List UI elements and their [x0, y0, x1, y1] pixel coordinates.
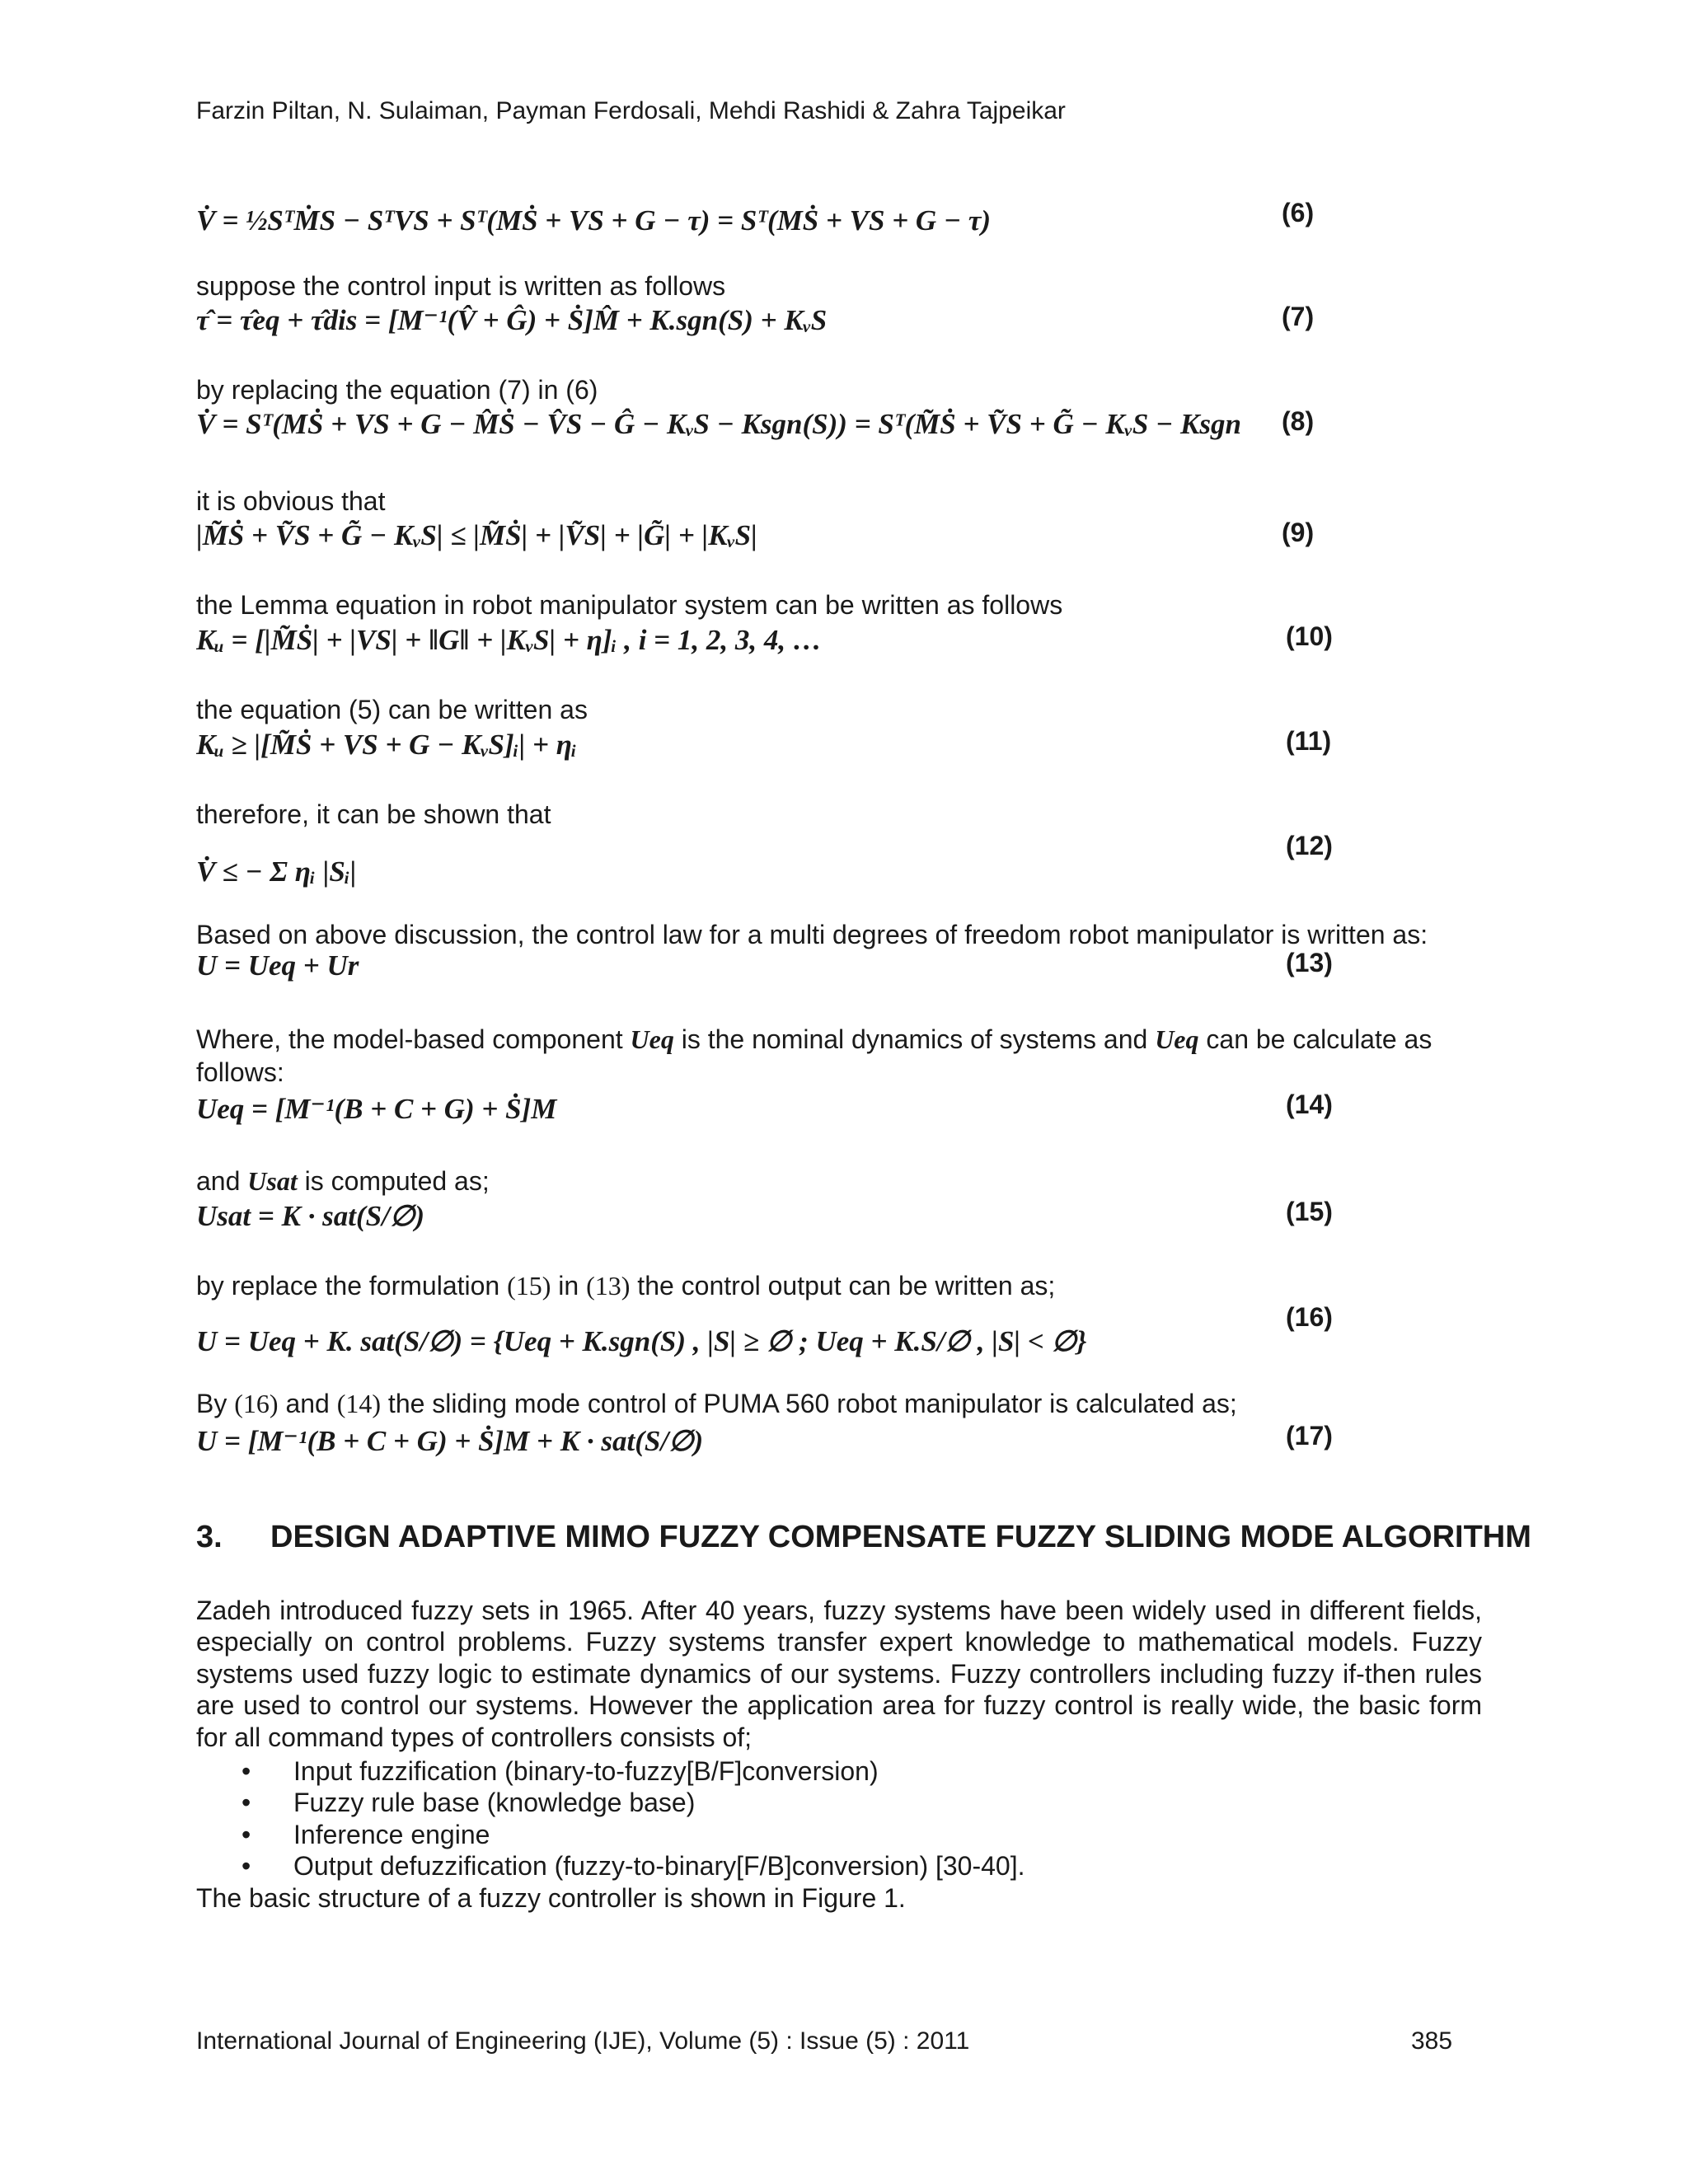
running-header: Farzin Piltan, N. Sulaiman, Payman Ferdosali, Mehdi Rashidi & Zahra Tajpeikar — [196, 97, 1066, 124]
equation-8: V̇ = Sᵀ(MṠ + VS + G − M̂Ṡ − V̂S − Ĝ − KᵥS − Ksgn(S)) = Sᵀ(M̃Ṡ + ṼS + G̃ − KᵥS − Ksgn — [196, 408, 1241, 440]
equation-number-14: (14) — [1286, 1090, 1333, 1119]
equation-15: Usat = K · sat(S/∅) — [196, 1200, 424, 1232]
bullet-list — [196, 1755, 1025, 1882]
list-item: • Output defuzzification (fuzzy-to-binary[F/B]conversion) [30-40]. — [241, 1851, 1025, 1882]
text-by-replacing: by replacing the equation (7) in (6) — [196, 375, 598, 405]
equation-number-17: (17) — [1286, 1421, 1333, 1451]
bullet-icon: • — [241, 1851, 251, 1882]
footer-journal: International Journal of Engineering (IJE), Volume (5) : Issue (5) : 2011 — [196, 2027, 970, 2055]
equation-10: Kᵤ = [|M̃Ṡ| + |VS| + ‖G‖ + |KᵥS| + η]ᵢ , i = 1, 2, 3, 4, … — [196, 624, 822, 656]
equation-17: U = [M⁻¹(B + C + G) + Ṡ]M + K · sat(S/∅) — [196, 1425, 704, 1457]
equation-number-10: (10) — [1286, 621, 1333, 651]
bullet-icon: • — [241, 1788, 251, 1818]
text-and-usat: and Usat is computed as; — [196, 1166, 490, 1196]
text-lemma: the Lemma equation in robot manipulator system can be written as follows — [196, 590, 1063, 620]
list-item: • Inference engine — [241, 1819, 490, 1849]
equation-number-8: (8) — [1282, 406, 1315, 436]
equation-14: Ueq = [M⁻¹(B + C + G) + Ṡ]M — [196, 1093, 557, 1125]
text-based-on: Based on above discussion, the control law for a multi degrees of freedom robot manipulator is written as: — [196, 920, 1428, 949]
list-item: • Fuzzy rule base (knowledge base) — [241, 1788, 696, 1818]
bullet-icon: • — [241, 1756, 251, 1786]
section-number: 3. — [196, 1520, 223, 1554]
section-title: DESIGN ADAPTIVE MIMO FUZZY COMPENSATE FUZZY SLIDING MODE ALGORITHM — [270, 1520, 1531, 1554]
text-obvious: it is obvious that — [196, 486, 386, 516]
text-suppose: suppose the control input is written as follows — [196, 271, 726, 301]
equation-number-9: (9) — [1282, 518, 1315, 547]
equation-number-15: (15) — [1286, 1197, 1333, 1226]
text-where: Where, the model-based component Ueq is the nominal dynamics of systems and Ueq can be calculate as — [196, 1024, 1432, 1054]
equation-number-16: (16) — [1286, 1302, 1333, 1332]
equation-16: U = Ueq + K. sat(S/∅) = {Ueq + K.sgn(S) , |S| ≥ ∅ ; Ueq + K.S/∅ , |S| < ∅} — [196, 1325, 1087, 1357]
page-number: 385 — [1411, 2027, 1453, 2055]
equation-number-7: (7) — [1282, 302, 1315, 331]
section-paragraph: Zadeh introduced fuzzy sets in 1965. After 40 years, fuzzy systems have been widely used in different fields, especially on control problems. Fuzzy systems transfer expert knowledge to mathematical models. Fuzzy systems used fuzzy logic to estimate dynamics of our systems. Fuzzy controllers including fuzzy if-then rules are used to control our systems. However the application area for fuzzy control is really wide, the basic form for all command types of controllers consists of; — [196, 1596, 1482, 1752]
equation-number-11: (11) — [1286, 726, 1332, 756]
equation-6: V̇ = ½SᵀṀS − SᵀVS + Sᵀ(MṠ + VS + G − τ) = Sᵀ(MṠ + VS + G − τ) — [196, 204, 992, 237]
equation-12: V̇ ≤ − Σ ηᵢ |Sᵢ| — [196, 855, 357, 888]
list-item: • Input fuzzification (binary-to-fuzzy[B/F]conversion) — [241, 1756, 879, 1786]
text-by-replace: by replace the formulation (15) in (13) the control output can be written as; — [196, 1271, 1056, 1301]
bullet-icon: • — [241, 1819, 251, 1849]
text-equation-5: the equation (5) can be written as — [196, 695, 588, 724]
equation-11: Kᵤ ≥ |[M̃Ṡ + VS + G − KᵥS]ᵢ| + ηᵢ — [196, 729, 577, 761]
equation-13: U = Ueq + Ur — [196, 949, 359, 982]
closing-sentence: The basic structure of a fuzzy controller is shown in Figure 1. — [196, 1883, 906, 1913]
text-follows: follows: — [196, 1057, 284, 1087]
equation-number-12: (12) — [1286, 831, 1333, 860]
text-by-16-and-14: By (16) and (14) the sliding mode control of PUMA 560 robot manipulator is calculated as; — [196, 1389, 1237, 1418]
equation-9: |M̃Ṡ + ṼS + G̃ − KᵥS| ≤ |M̃Ṡ| + |ṼS| + |G̃| + |KᵥS| — [196, 519, 757, 551]
equation-number-6: (6) — [1282, 198, 1315, 227]
equation-number-13: (13) — [1286, 948, 1333, 977]
text-therefore: therefore, it can be shown that — [196, 799, 551, 829]
equation-7: τ̂ = τ̂eq + τ̂dis = [M⁻¹(V̂ + Ĝ) + Ṡ]M̂ + K.sgn(S) + KᵥS — [196, 304, 828, 336]
